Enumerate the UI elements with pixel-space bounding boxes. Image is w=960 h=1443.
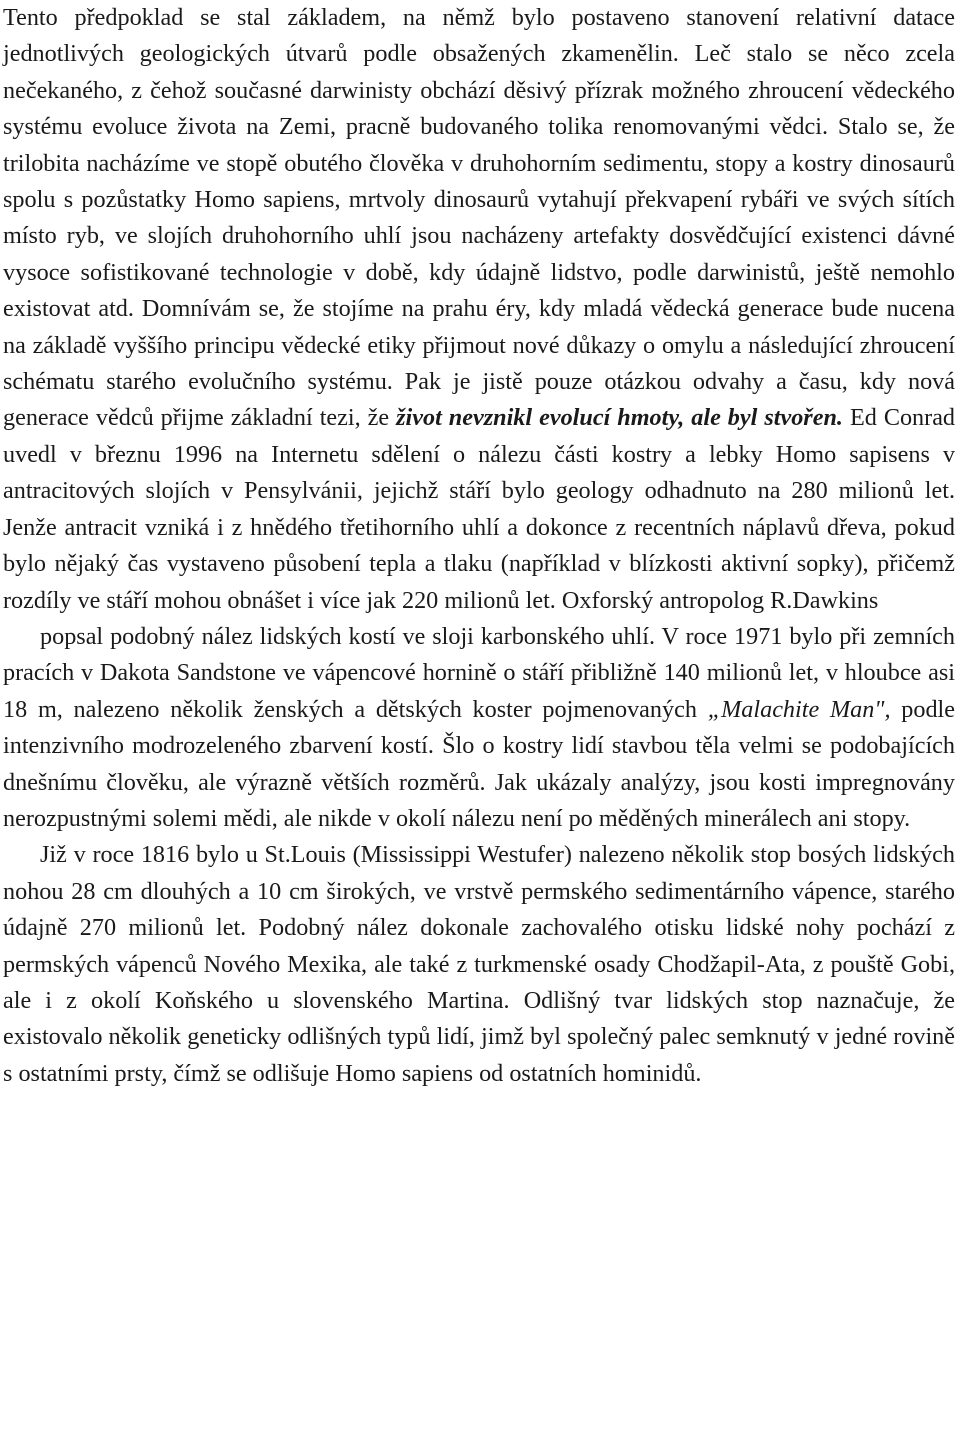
emphasized-thesis: život nevznikl evolucí hmoty, ale byl stvořen.: [396, 404, 843, 432]
paragraph-text: Ed Conrad uvedl v březnu 1996 na Internetu sdělení o nálezu části kostry a lebky Homo sapisens v antracitových slojích v Pensylvánii, jejichž stáří bylo geology odhadnuto na 280 milionů let. Jenže antracit vzniká i z hnědého třetihorního uhlí a dokonce z recentních náplavů dřeva, pokud bylo nějaký čas vystaveno působení tepla a tlaku (například v blízkosti aktivní sopky), přičemž rozdíly ve stáří mohou obnášet i více jak 220 milionů let. Oxforský antropolog R.Dawkins: [3, 404, 956, 614]
paragraph: [3, 837, 955, 1092]
paragraph-text: Tento předpoklad se stal základem, na němž bylo postaveno stanovení relativní datace jednotlivých geologických útvarů podle obsažených zkamenělin. Leč stalo se něco zcela nečekaného, z čehož současné darwinisty obchází děsivý přízrak možného zhroucení vědeckého systému evoluce života na Zemi, pracně budovaného tolika renomovanými vědci. Stalo se, že trilobita nacházíme ve stopě obutého člověka v druhohorním sedimentu, stopy a kostry dinosaurů spolu s pozůstatky Homo sapiens, mrtvoly dinosaurů vytahují překvapení rybáři ve svých sítích místo ryb, ve slojích druhohorního uhlí jsou nacházeny artefakty dosvědčující existenci dávné vysoce sofistikované technologie v době, kdy údajně lidstvo, podle darwinistů, ještě nemohlo existovat atd. Domnívám se, že stojíme na prahu éry, kdy mladá vědecká generace bude nucena na základě vyššího principu vědecké etiky přijmout nové důkazy o omylu a následující zhroucení schématu starého evolučního systému. Pak je jistě pouze otázkou odvahy a času, kdy nová generace vědců přijme základní tezi, že: [3, 4, 955, 432]
italic-quote: „Malachite Man",: [707, 695, 891, 723]
paragraph: [3, 619, 955, 837]
paragraph-text: Již v roce 1816 bylo u St.Louis (Mississippi Westufer) nalezeno několik stop bosých lidských nohou 28 cm dlouhých a 10 cm širokých, ve vrstvě permského sedimentárního vápence, starého údajně 270 milionů let. Podobný nález dokonale zachovalého otisku lidské nohy pochází z permských vápenců Nového Mexika, ale také z turkmenské osady Chodžapil-Ata, z pouště Gobi, ale i z okolí Koňského u slovenského Martina. Odlišný tvar lidských stop naznačuje, že existovalo několik geneticky odlišných typů lidí, jimž byl společný palec semknutý v jedné rovině s ostatními prsty, čímž se odlišuje Homo sapiens od ostatních hominidů.: [3, 841, 955, 1087]
paragraph: [3, 0, 955, 619]
paragraph-text: popsal podobný nález lidských kostí ve sloji karbonského uhlí. V roce 1971 bylo při zemních pracích v Dakota Sandstone ve vápencové hornině o stáří přibližně 140 milionů let, v hloubce asi 18 m, nalezeno několik ženských a dětských koster pojmenovaných: [3, 622, 955, 723]
paragraph-text: podle intenzivního modrozeleného zbarvení kostí. Šlo o kostry lidí stavbou těla velmi se podobajících dnešnímu člověku, ale výrazně větších rozměrů. Jak ukázaly analýzy, jsou kosti impregnovány nerozpustnými solemi mědi, ale nikde v okolí nálezu není po měděných minerálech ani stopy.: [3, 695, 956, 832]
